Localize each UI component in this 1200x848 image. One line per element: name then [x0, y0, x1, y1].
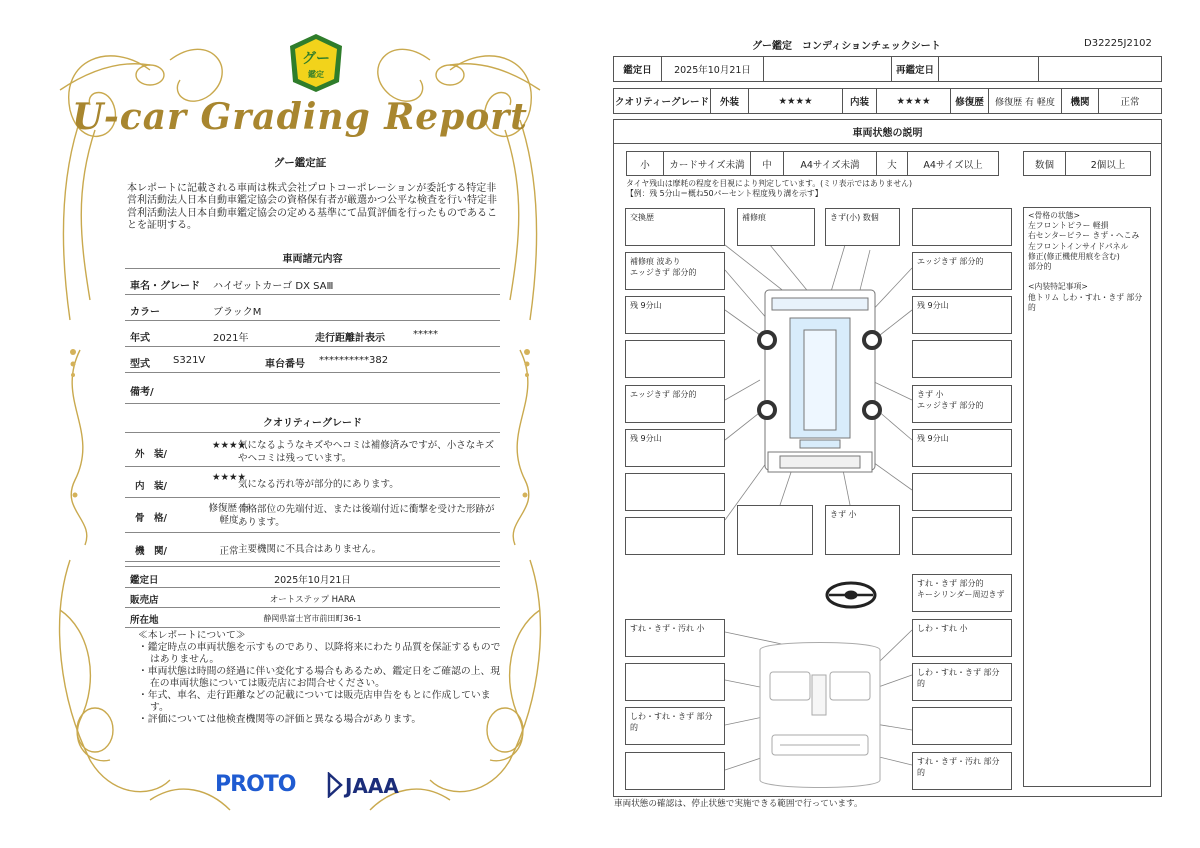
- chassis-value: **********382: [319, 355, 389, 366]
- address-value: 静岡県富士宮市前田町36-1: [263, 614, 362, 623]
- note-box: 残 9分山: [625, 296, 725, 334]
- frame-desc: 骨格部位の先端付近、または後端付近に衝撃を受けた形跡があります。: [238, 504, 495, 528]
- steering-wheel-icon: [827, 583, 875, 607]
- legend-mid-desc: A4サイズ未満: [784, 152, 877, 175]
- exterior-stars: ★★★★: [211, 440, 247, 451]
- svg-text:グー: グー: [302, 51, 330, 67]
- date-value: 2025年10月21日: [274, 575, 351, 586]
- ext-label: 外装: [711, 89, 749, 113]
- int-label: 内装: [843, 89, 877, 113]
- year-label: 年式: [130, 333, 150, 344]
- repair-value: 修復歴 有 軽度: [989, 89, 1062, 113]
- report-script-title: U-car Grading Report: [72, 96, 528, 138]
- sheet-date-value: 2025年10月21日: [662, 57, 764, 81]
- note-box: [912, 517, 1012, 555]
- note-box: [912, 707, 1012, 745]
- note-box: [912, 473, 1012, 511]
- legend-mid: 中: [751, 152, 784, 175]
- note-box: 交換歴: [625, 208, 725, 246]
- quality-heading: クオリティーグレード: [263, 418, 362, 429]
- interior-stars: ★★★★: [211, 472, 247, 483]
- legend-count: 数個: [1024, 152, 1066, 175]
- legend-small-desc: カードサイズ未満: [664, 152, 751, 175]
- sheet-footer: 車両状態の確認は、停止状態で実施できる範囲で行っています。: [614, 799, 863, 809]
- note-box: [625, 517, 725, 555]
- note-box: [912, 340, 1012, 378]
- certificate-text: 本レポートに記載される車両は株式会社プロトコーポレーションが委託する特定非営利活動法人日本自動車鑑定協会の資格保有者が厳選かつ公平な検査を行い特定非営利活動法人日本自動車鑑定協会の定める基準にて品質評価を行ったものであることを証明する。: [127, 183, 497, 232]
- note-box: きず 小: [825, 505, 900, 555]
- repair-label: 修復歴: [951, 89, 989, 113]
- exterior-label: 外 装/: [135, 449, 167, 460]
- note-box: [737, 505, 813, 555]
- chassis-label: 車台番号: [265, 359, 305, 370]
- ext-stars: ★★★★: [749, 89, 843, 113]
- name-label: 車名・グレード: [130, 281, 200, 292]
- certificate-title: グー鑑定証: [273, 157, 327, 169]
- svg-text:鑑定: 鑑定: [308, 70, 324, 79]
- frame-label: 骨 格/: [135, 513, 167, 524]
- mileage-value: *****: [413, 329, 438, 340]
- legend-small: 小: [627, 152, 664, 175]
- note-box: [625, 473, 725, 511]
- spec-heading: 車両諸元内容: [282, 254, 343, 265]
- note-item: ・車両状態は時間の経過に伴い変化する場合もあるため、鑑定日をご確認の上、現在の車両状態については販売店にお問合せください。: [138, 666, 501, 689]
- color-label: カラー: [130, 307, 160, 318]
- engine-label: 機 関/: [135, 546, 167, 557]
- sheet-id: D32225J2102: [1084, 38, 1152, 49]
- note-box: 補修痕: [737, 208, 815, 246]
- tire-note: タイヤ残山は摩耗の程度を目視により判定しています。(ミリ表示ではありません) 【例：残 5分山＝概ね50パーセント程度残り溝を示す】: [626, 179, 912, 198]
- legend-large-desc: A4サイズ以上: [923, 159, 983, 171]
- exterior-desc: 気になるようなキズやヘコミは補修済みですが、小さなキズやヘコミは残っています。: [238, 440, 495, 464]
- notes-title: ≪本レポートについて≫: [138, 630, 246, 641]
- engine-label: 機関: [1062, 89, 1099, 113]
- note-item: ・鑑定時点の車両状態を示すものであり、以降将来にわたり品質を保証するものではありません。: [138, 642, 501, 665]
- note-box: しわ・すれ 小: [912, 619, 1012, 657]
- note-item: ・評価については他検査機関等の評価と異なる場合があります。: [138, 714, 422, 725]
- interior-desc: 気になる汚れ等が部分的にあります。: [238, 479, 399, 490]
- redate-label: 再鑑定日: [892, 57, 939, 81]
- frame-value: 修復歴 有 軽度: [208, 503, 250, 526]
- note-box: きず 小 エッジきず 部分的: [912, 385, 1012, 423]
- note-box: [625, 752, 725, 790]
- sheet-date-label: 鑑定日: [614, 57, 662, 81]
- legend-count-desc: 2個以上: [1090, 159, 1126, 171]
- legend-large: 大: [877, 152, 908, 175]
- note-box: [625, 663, 725, 701]
- note-box: 残 9分山: [912, 296, 1012, 334]
- engine-value: 正常: [1120, 97, 1140, 108]
- model-value: S321V: [173, 355, 206, 366]
- note-box: すれ・きず・汚れ 小: [625, 619, 725, 657]
- note-box: しわ・すれ・きず 部分的: [912, 663, 1012, 701]
- interior-label: 内 装/: [135, 481, 167, 492]
- int-stars: ★★★★: [877, 89, 951, 113]
- jaaa-logo: JAAA: [345, 774, 399, 798]
- note-box: しわ・すれ・きず 部分的: [625, 707, 725, 745]
- note-box: 残 9分山: [912, 429, 1012, 467]
- proto-logo: PROTO: [215, 772, 296, 797]
- model-label: 型式: [130, 359, 150, 370]
- section-title: 車両状態の説明: [614, 120, 1161, 144]
- engine-desc: 主要機関に不具合はありません。: [238, 544, 382, 555]
- note-box: 補修痕 波あり エッジきず 部分的: [625, 252, 725, 290]
- shop-label: 販売店: [130, 595, 159, 606]
- note-box: すれ・きず・汚れ 部分的: [912, 752, 1012, 790]
- year-value: 2021年: [213, 333, 249, 344]
- note-box: すれ・きず 部分的 キーシリンダー周辺きず: [912, 574, 1012, 612]
- note-box: きず(小) 数個: [825, 208, 900, 246]
- mileage-label: 走行距離計表示: [315, 333, 385, 344]
- note-box: 残 9分山: [625, 429, 725, 467]
- frame-interior-notes: <骨格の状態> 左フロントピラー 軽損 右センターピラー きず・へこみ 左フロントインサイドパネル 修正(修正機使用痕を含む) 部分的 <内装特記事項> 他トリム しわ・すれ・きず 部分的: [1023, 207, 1151, 787]
- note-box: エッジきず 部分的: [912, 252, 1012, 290]
- note-box: [625, 340, 725, 378]
- remarks-label: 備考/: [130, 387, 154, 398]
- name-value: ハイゼットカーゴ DX SAⅢ: [213, 281, 334, 292]
- sheet-title: グー鑑定 コンディションチェックシート: [752, 41, 941, 52]
- color-value: ブラックM: [213, 307, 262, 318]
- note-box: [912, 208, 1012, 246]
- engine-value: 正常: [219, 546, 239, 557]
- quality-grade-label: クオリティーグレード: [614, 89, 711, 113]
- date-label: 鑑定日: [130, 575, 159, 586]
- address-label: 所在地: [130, 615, 159, 626]
- note-item: ・年式、車名、走行距離などの記載については販売店申告をもとに作成しています。: [138, 690, 491, 713]
- note-box: エッジきず 部分的: [625, 385, 725, 423]
- shop-value: オートステップ HARA: [269, 595, 356, 605]
